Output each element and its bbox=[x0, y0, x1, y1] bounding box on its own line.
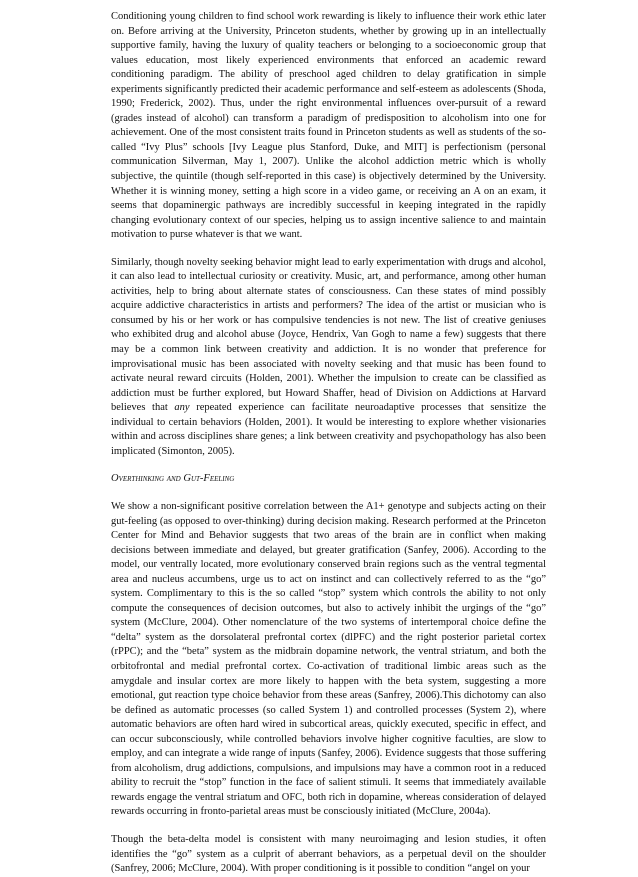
section-heading bbox=[111, 472, 546, 487]
paragraph-gap bbox=[111, 487, 546, 500]
paragraph-creativity bbox=[111, 256, 546, 460]
heading-initial-f: F bbox=[203, 473, 210, 485]
heading-word-overthinking: verthinking bbox=[118, 473, 165, 485]
paragraph-reward-conditioning: Conditioning young children to find school work rewarding is likely to influence their work ethic later on. Before arriving at the University, Princeton students, whether by growing up in an intellectually supportive family, having the luxury of quality teachers or belonging to a socioeconomic group that values education, most likely experienced environments that enforced an academic reward conditioning paradigm. The ability of preschool aged children to delay gratification in simple experiments significantly predicted their academic performance and self-esteem as adolescents (Shoda, 1990; Frederick, 2002). Thus, under the right environmental influences over-pursuit of a reward (grades instead of alcohol) can transform a paradigm of predisposition to alcoholism into one for achievement. One of the most consistent traits found in Princeton students as well as students of the so-called “Ivy Plus” schools [Ivy League plus Stanford, Duke, and MIT] is perfectionism (personal communication Silverman, May 1, 2007). Unlike the alcohol addiction metric which is wholly subjective, the quintile (though self-reported in this case) is objectively determined by the University. Whether it is winning money, setting a high score in a video game, or receiving an A on an exam, it seems that dopaminergic pathways are incredibly successful in keeping integrated in the rapidly changing evolutionary context of our species, helping us to assign incentive salience to and maintain motivation to purse whatever is that we want. bbox=[111, 11, 546, 241]
paragraph-gut-feeling: We show a non-significant positive correlation between the A1+ genotype and subjects acting on their gut-feeling (as opposed to over-thinking) during decision making. Research performed at the Princeton Center for Mind and Behavior suggests that two areas of the brain are in conflict when making decisions between immediate and delayed, but greater gratification (Sanfey, 2006). According to the model, our ventrally located, more evolutionary conserved brain regions such as the ventral tegmental area and nucleus accumbens, urge us to act on instinct and can collectively referred to as the “go” system. Complimentary to this is the so called “stop” system which controls the ability to not only compute the consequences of decision outcomes, but also to actively inhibit the urgings of the “go” system (McClure, 2004). Other nomenclature of the two systems of intertemporal choice define the “delta” system as the dorsolateral prefrontal cortex (dlPFC) and the right posterior parietal cortex (rPPC); and the “beta” system as the midbrain dopamine network, the ventral striatum, and both the orbitofrontal and medial prefrontal cortex. Co-activation of traditional limbic areas such as the amygdale and insular cortex are more likely to happen with the beta system, suggesting a more emotional, gut reaction type choice behavior from these areas (Sanfrey, 2006).This dichotomy can also be defined as automatic processes (so called System 1) and controlled processes (System 2), where automatic behaviors are often hard wired in subcortical areas, quickly executed, specific in effect, and can occur subconsciously, while controlled behaviors involve higher cognitive faculties, are slow to employ, and can integrate a wide range of inputs (Sanfey, 2006). Evidence suggests that those suffering from alcoholism, drug addictions, compulsions, and impulsions may have a common root in a reduced ability to recruit the “stop” function in the face of salient stimuli. It seems that immediately available rewards engage the ventral striatum and OFC, both rich in dopamine, whereas consideration of delayed rewards occurring in fronto-parietal areas must be consciously initiated (McClure, 2004a). bbox=[111, 500, 546, 818]
paragraph-creativity-part-1: Similarly, though novelty seeking behavior might lead to early experimentation with drugs and alcohol, it can also lead to intellectual curiosity or creativity. Music, art, and performance, among other human activities, help to bring about alternate states of consciousness. Can these states of mind possibly acquire addictive characteristics in artists and performers? The idea of the artist or musician who is consumed by his or her work or has compulsive tendencies is not new. The list of creative geniuses who exhibited drug and alcohol abuse (Joyce, Hendrix, Van Gogh to name a few) suggests that there may be a common link between creativity and addiction. It is no wonder that preference for improvisational music has been associated with novelty seeking and that music has been found to activate neural reward circuits (Holden, 2001). Whether the impulsion to create can be classified as addiction must be further explored, but Howard Shaffer, head of Division on Addictions at Harvard believes that bbox=[111, 256, 546, 414]
paragraph-gap bbox=[111, 820, 546, 833]
heading-initial-o: O bbox=[111, 473, 119, 485]
heading-word-feeling: eeling bbox=[209, 473, 235, 485]
paragraph-gap bbox=[111, 459, 546, 472]
heading-word-and: and bbox=[164, 473, 184, 485]
heading-word-gut: ut- bbox=[190, 473, 204, 485]
paragraph-creativity-part-2: repeated experience can facilitate neuroadaptive processes that sensitize the individual to certain behaviors (Holden, 2001). It would be interesting to explore whether visionaries within and across disciplines share genes; a link between creativity and psychopathology has also been implicated (Simonton, 2005). bbox=[111, 402, 546, 457]
heading-initial-g: G bbox=[183, 473, 191, 485]
paragraph-beta-delta: Though the beta-delta model is consistent with many neuroimaging and lesion studies, it often identifies the “go” system as a culprit of aberrant behaviors, as a perpetual devil on the shoulder (Sanfrey, 2006; McClure, 2004). With proper conditioning is it possible to condition “angel on your bbox=[111, 833, 546, 875]
emphasized-word: any bbox=[174, 402, 190, 414]
paragraph-gap bbox=[111, 243, 546, 256]
